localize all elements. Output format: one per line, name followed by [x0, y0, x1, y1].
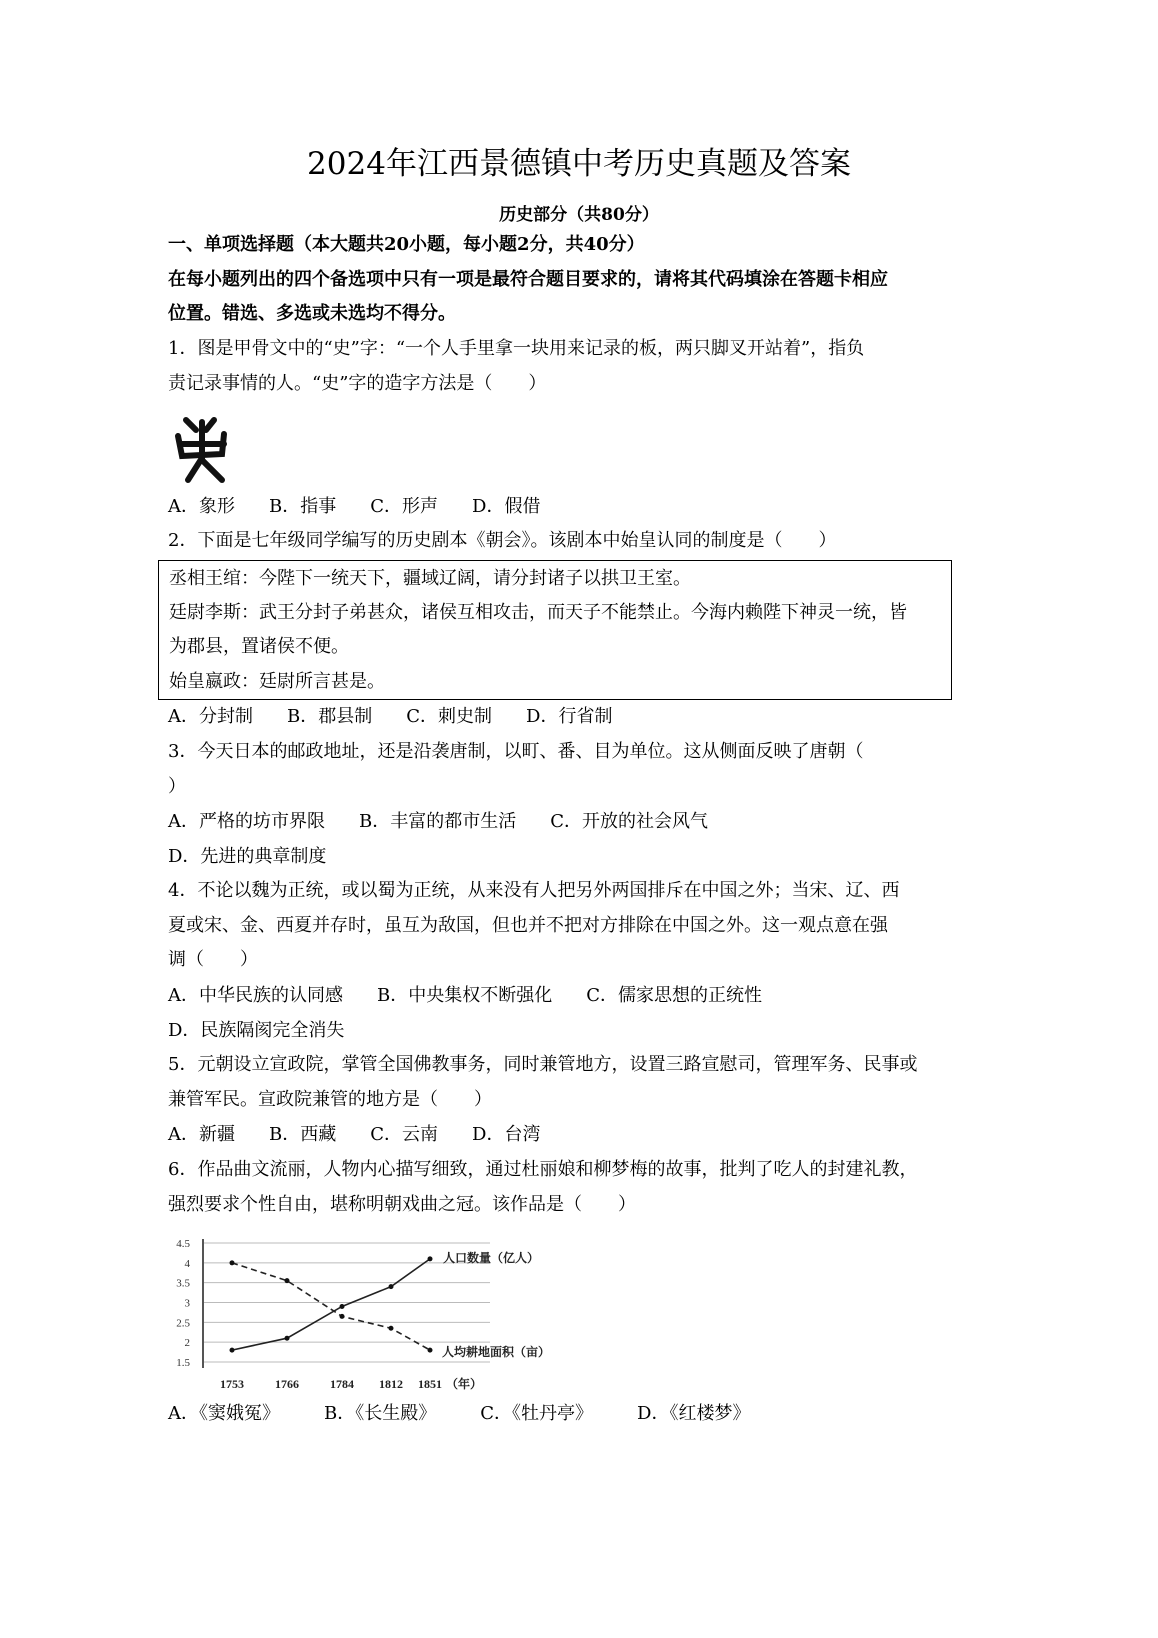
question-5-text: 5．元朝设立宣政院，掌管全国佛教事务，同时兼管地方，设置三路宣慰司，管理军务、民事或 — [168, 1054, 918, 1075]
option-a[interactable]: A．新疆 — [168, 1124, 235, 1145]
question-5-options — [168, 1124, 574, 1146]
option-a[interactable]: A．分封制 — [168, 706, 253, 727]
oracle-bone-shi-character-image — [172, 414, 232, 486]
page-title: 2024年江西景德镇中考历史真题及答案 — [307, 146, 851, 182]
question-6-options — [168, 1403, 784, 1425]
series-line — [232, 1263, 430, 1350]
data-point — [428, 1256, 433, 1261]
question-5-text: 兼管军民。宣政院兼管的地方是（ ） — [168, 1089, 492, 1110]
question-3-options — [168, 811, 742, 833]
question-1-options — [168, 496, 574, 518]
script-line: 始皇嬴政：廷尉所言甚是。 — [169, 671, 385, 692]
option-a[interactable]: A．中华民族的认同感 — [168, 985, 343, 1006]
script-line: 廷尉李斯：武王分封子弟甚众，诸侯互相攻击，而天子不能禁止。今海内赖陛下神灵一统，皆 — [169, 602, 907, 623]
option-d[interactable]: D．民族隔阂完全消失 — [168, 1020, 345, 1041]
instructions-line: 位置。错选、多选或未选均不得分。 — [168, 303, 456, 324]
subtitle: 历史部分（共80分） — [499, 205, 659, 225]
x-tick-label: 1851 — [418, 1377, 442, 1391]
option-d[interactable]: D．台湾 — [472, 1124, 541, 1145]
y-tick-label: 3.5 — [176, 1277, 190, 1290]
option-c[interactable]: C．刺史制 — [406, 706, 493, 727]
option-b[interactable]: B．西藏 — [269, 1124, 337, 1145]
data-point — [340, 1304, 345, 1309]
x-tick-label: 1784 — [330, 1377, 354, 1391]
data-point — [340, 1314, 345, 1319]
question-6-text: 强烈要求个性自由，堪称明朝戏曲之冠。该作品是（ ） — [168, 1194, 636, 1215]
option-c[interactable]: C．云南 — [370, 1124, 439, 1145]
x-tick-label: 1812 — [379, 1377, 403, 1391]
data-point — [285, 1278, 290, 1283]
data-point — [389, 1326, 394, 1331]
question-1-text: 责记录事情的人。“史”字的造字方法是（ ） — [168, 373, 547, 394]
question-4-options — [168, 985, 796, 1007]
data-point — [285, 1336, 290, 1341]
question-6-text: 6．作品曲文流丽，人物内心描写细致，通过杜丽娘和柳梦梅的故事，批判了吃人的封建礼教， — [168, 1159, 918, 1180]
option-d[interactable]: D．先进的典章制度 — [168, 846, 327, 867]
question-2-text: 2．下面是七年级同学编写的历史剧本《朝会》。该剧本中始皇认同的制度是（ ） — [168, 530, 837, 551]
data-point — [389, 1284, 394, 1289]
option-b[interactable]: B．指事 — [269, 496, 337, 517]
question-3-text: 3．今天日本的邮政地址，还是沿袭唐制，以町、番、目为单位。这从侧面反映了唐朝（ — [168, 741, 864, 762]
question-4-text: 调（ ） — [168, 949, 258, 970]
population-land-line-chart — [160, 1230, 580, 1400]
option-b[interactable]: B．《长生殿》 — [324, 1403, 437, 1424]
option-c[interactable]: C．形声 — [370, 496, 439, 517]
question-4-text: 夏或宋、金、西夏并存时，虽互为敌国，但也并不把对方排除在中国之外。这一观点意在强 — [168, 915, 888, 936]
option-c[interactable]: C．《牡丹亭》 — [480, 1403, 594, 1424]
option-a[interactable]: A．象形 — [168, 496, 235, 517]
x-tick-label: 1753 — [220, 1377, 244, 1391]
question-2-options — [168, 706, 646, 728]
question-3-text: ） — [168, 776, 186, 797]
y-tick-label: 1.5 — [176, 1357, 190, 1369]
data-point — [230, 1348, 235, 1353]
section-heading: 一、单项选择题（本大题共20小题，每小题2分，共40分） — [168, 234, 645, 255]
option-b[interactable]: B．中央集权不断强化 — [377, 985, 553, 1006]
instructions-line: 在每小题列出的四个备选项中只有一项是最符合题目要求的，请将其代码填涂在答题卡相应 — [168, 269, 888, 290]
option-d[interactable]: D．假借 — [472, 496, 541, 517]
y-tick-label: 2.5 — [176, 1317, 190, 1330]
y-tick-label: 4.5 — [176, 1238, 190, 1250]
script-line: 为郡县，置诸侯不便。 — [169, 636, 349, 657]
data-point — [428, 1348, 433, 1353]
option-d[interactable]: D．行省制 — [526, 706, 613, 727]
legend-label: 人口数量（亿人） — [443, 1251, 540, 1265]
option-b[interactable]: B．丰富的都市生活 — [359, 811, 517, 832]
option-a[interactable]: A．严格的坊市界限 — [168, 811, 325, 832]
x-tick-label: 1766 — [275, 1377, 299, 1391]
question-1-text: 1．图是甲骨文中的“史”字：“一个人手里拿一块用来记录的板，两只脚叉开站着”，指负 — [168, 338, 865, 359]
option-c[interactable]: C．儒家思想的正统性 — [586, 985, 763, 1006]
option-b[interactable]: B．郡县制 — [287, 706, 373, 727]
option-a[interactable]: A．《窦娥冤》 — [168, 1403, 280, 1424]
data-point — [230, 1260, 235, 1265]
legend-label: 人均耕地面积（亩） — [442, 1345, 551, 1359]
question-4-text: 4．不论以魏为正统，或以蜀为正统，从来没有人把另外两国排斥在中国之外；当宋、辽、西 — [168, 880, 900, 901]
script-line: 丞相王绾：今陛下一统天下，疆域辽阔，请分封诸子以拱卫王室。 — [169, 568, 691, 589]
script-excerpt-box — [158, 560, 952, 700]
y-tick-label: 3 — [184, 1297, 190, 1310]
option-d[interactable]: D．《红楼梦》 — [637, 1403, 751, 1424]
option-c[interactable]: C．开放的社会风气 — [550, 811, 709, 832]
y-tick-label: 2 — [184, 1337, 190, 1350]
y-tick-label: 4 — [184, 1257, 190, 1270]
x-axis-unit: （年） — [446, 1377, 483, 1391]
